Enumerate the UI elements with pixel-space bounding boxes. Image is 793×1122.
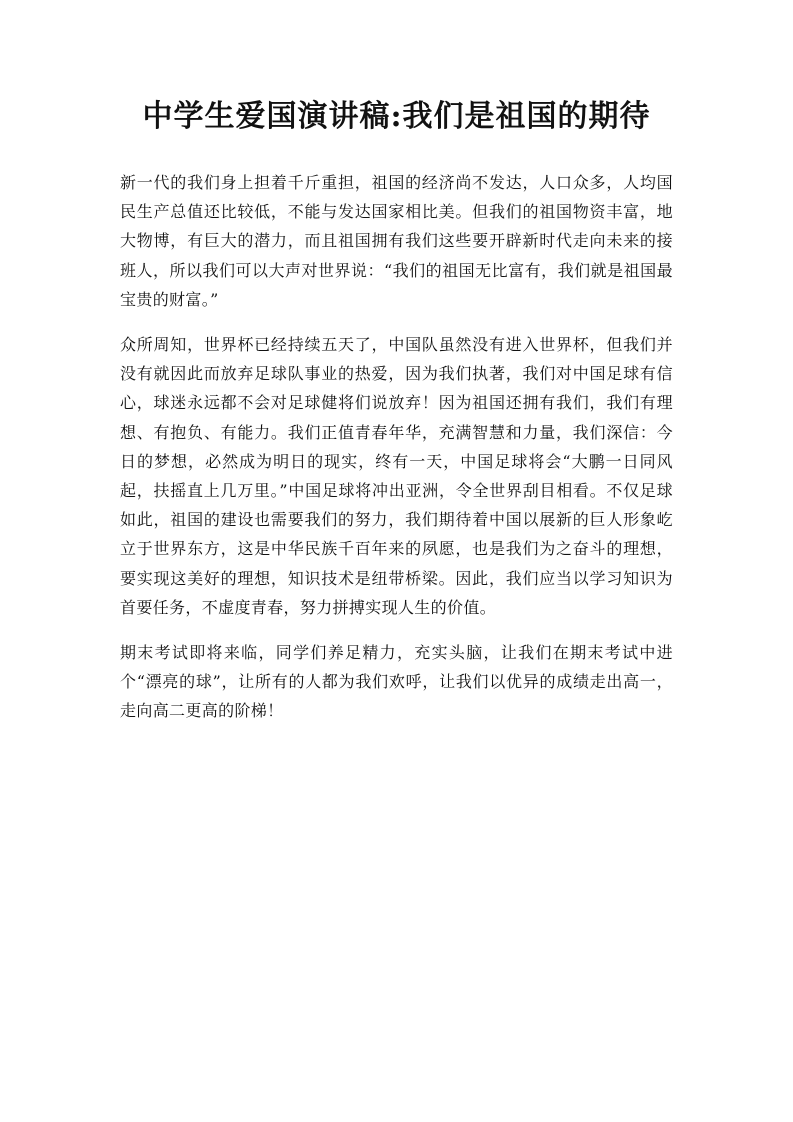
paragraph-3: 期末考试即将来临，同学们养足精力，充实头脑，让我们在期末考试中进个“漂亮的球”，让所有的人都为我们欢呼，让我们以优异的成绩走出高一，走向高二更高的阶梯！ [120, 643, 673, 721]
paragraph-2: 众所周知，世界杯已经持续五天了，中国队虽然没有进入世界杯，但我们并没有就因此而放弃足球队事业的热爱，因为我们执著，我们对中国足球有信心，球迷永远都不会对足球健将们说放弃！因为祖国还拥有我们，我们有理想、有抱负、有能力。我们正值青春年华，充满智慧和力量，我们深信：今日的梦想，必然成为明日的现实，终有一天，中国足球将会“大鹏一日同风起，扶摇直上几万里。”中国足球将冲出亚洲，令全世界刮目相看。不仅足球如此，祖国的建设也需要我们的努力，我们期待着中国以展新的巨人形象屹立于世界东方，这是中华民族千百年来的夙愿，也是我们为之奋斗的理想，要实现这美好的理想，知识技术是纽带桥梁。因此，我们应当以学习知识为首要任务，不虚度青春，努力拼搏实现人生的价值。 [120, 335, 673, 617]
document-body [120, 168, 673, 742]
document-title: 中学生爱国演讲稿:我们是祖国的期待 [142, 99, 651, 134]
paragraph-1: 新一代的我们身上担着千斤重担，祖国的经济尚不发达，人口众多，人均国民生产总值还比较低，不能与发达国家相比美。但我们的祖国物资丰富，地大物博，有巨大的潜力，而且祖国拥有我们这些要开辟新时代走向未来的接班人，所以我们可以大声对世界说：“我们的祖国无比富有，我们就是祖国最宝贵的财富。” [120, 173, 673, 309]
